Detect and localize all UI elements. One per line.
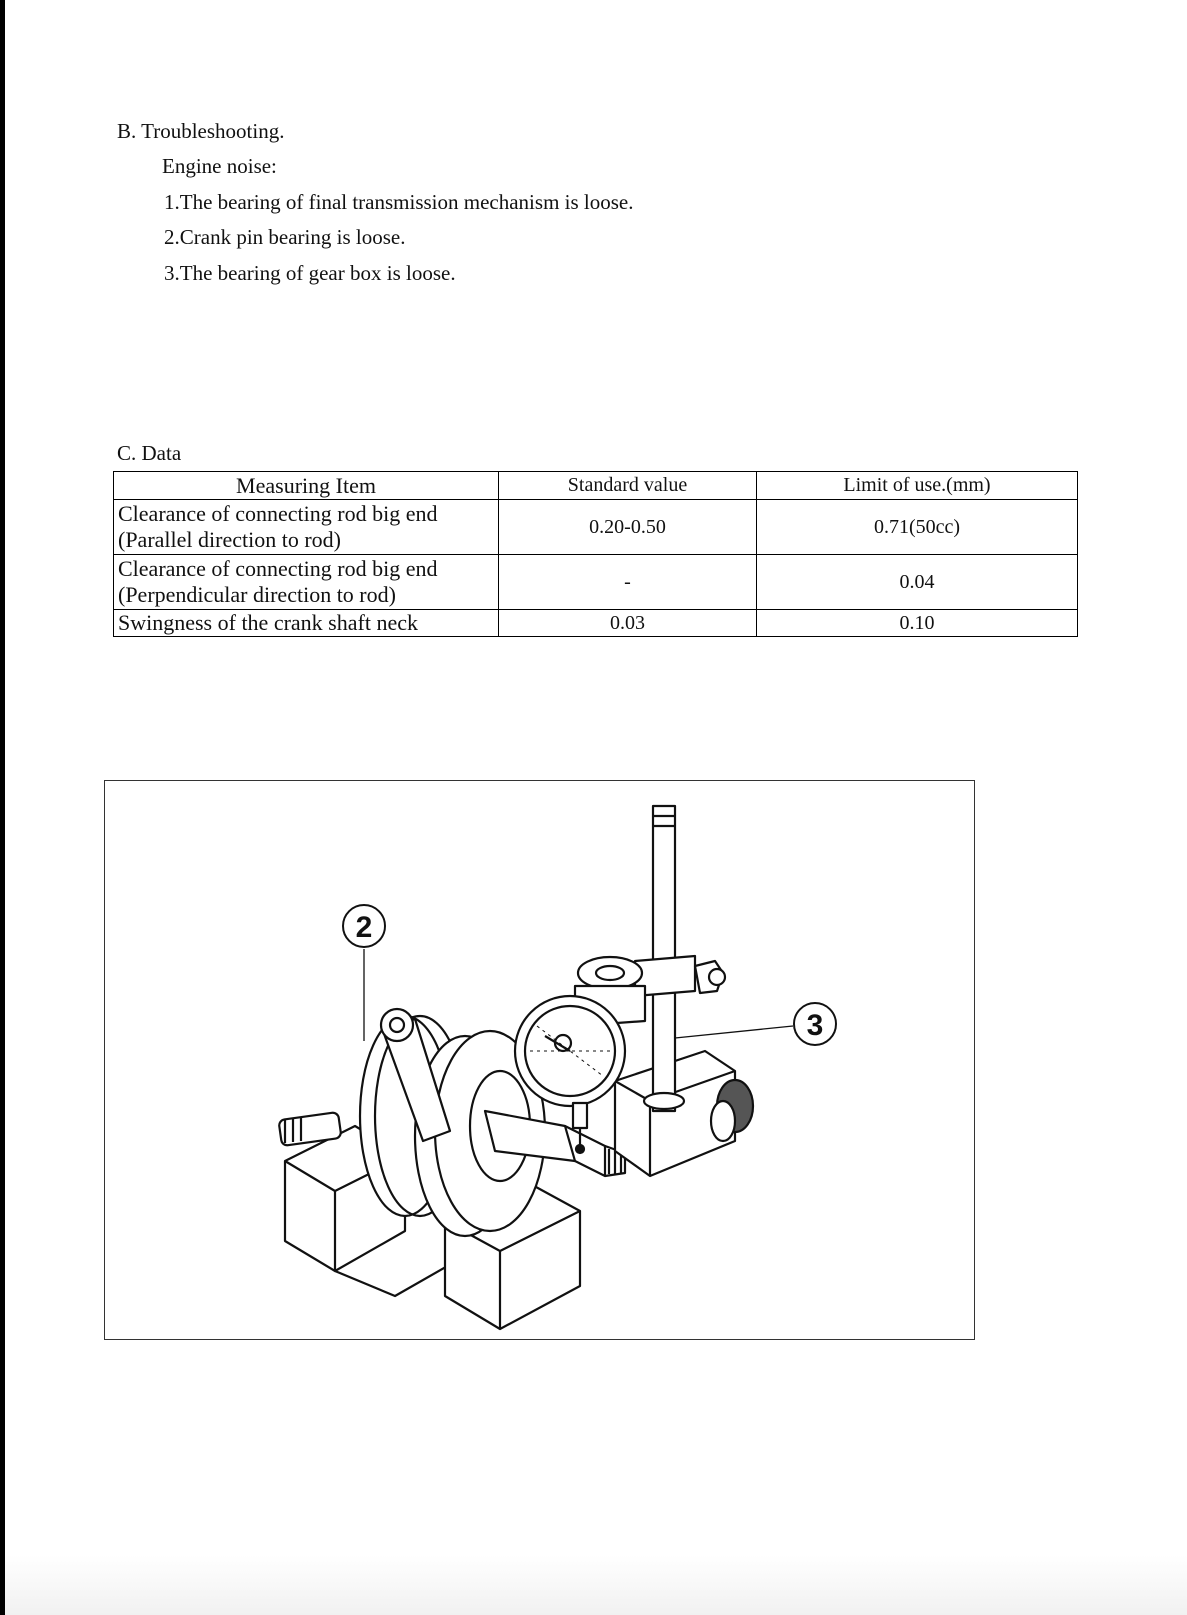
troubleshooting-item-2: 2.Crank pin bearing is loose. (164, 225, 406, 249)
troubleshooting-item-3: 3.The bearing of gear box is loose. (164, 261, 456, 285)
table-cell-standard: - (499, 555, 757, 610)
page-bottom-shade (5, 1555, 1187, 1615)
column-header-measuring-item: Measuring Item (114, 472, 499, 500)
column-header-limit: Limit of use.(mm) (757, 472, 1078, 500)
table-cell-item (114, 610, 499, 637)
table-row (114, 610, 1078, 637)
troubleshooting-heading: B. Troubleshooting. (117, 119, 285, 143)
data-heading: C. Data (117, 441, 182, 465)
item-line-1: Clearance of connecting rod big end (118, 556, 438, 581)
table-cell-item (114, 555, 499, 610)
engine-noise-subheading: Engine noise: (162, 154, 277, 178)
crankshaft-dial-gauge-illustration (105, 781, 974, 1339)
table-cell-limit: 0.10 (757, 610, 1078, 637)
table-cell-standard: 0.20-0.50 (499, 500, 757, 555)
troubleshooting-item-1: 1.The bearing of final transmission mechanism is loose. (164, 190, 634, 214)
item-line-2: (Parallel direction to rod) (118, 527, 341, 552)
table-cell-item (114, 500, 499, 555)
column-header-standard-value: Standard value (499, 472, 757, 500)
page-edge-bar (0, 0, 5, 1615)
table-cell-standard: 0.03 (499, 610, 757, 637)
table-cell-limit: 0.04 (757, 555, 1078, 610)
item-line-1: Clearance of connecting rod big end (118, 501, 438, 526)
data-table (113, 471, 1078, 637)
crankshaft-measurement-figure (104, 780, 975, 1340)
item-line-2: (Perpendicular direction to rod) (118, 582, 396, 607)
table-cell-limit: 0.71(50cc) (757, 500, 1078, 555)
callout-3-label: 3 (806, 1009, 824, 1042)
callout-2-label: 2 (355, 911, 373, 944)
table-header-row (114, 472, 1078, 500)
table-row (114, 500, 1078, 555)
item-line-1: Swingness of the crank shaft neck (118, 610, 418, 635)
table-row (114, 555, 1078, 610)
